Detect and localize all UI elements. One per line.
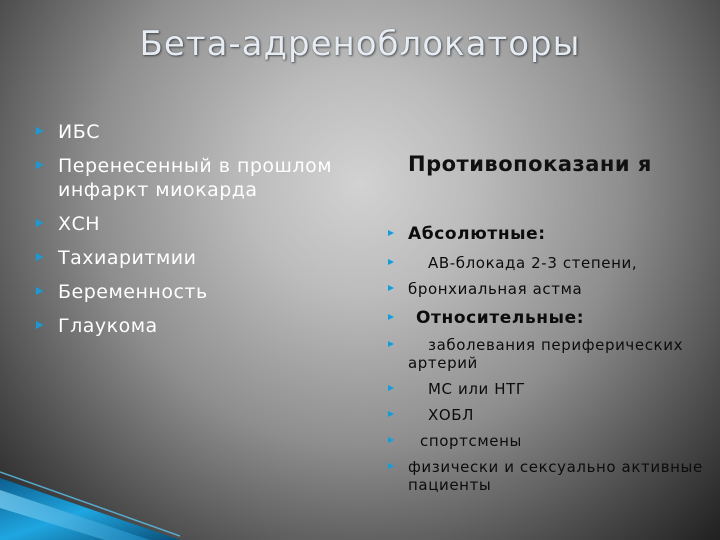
list-item-label: Глаукома	[58, 315, 158, 337]
list-item	[388, 458, 708, 494]
triangle-bullet-icon	[388, 230, 394, 236]
absolute-label: Абсолютные:	[408, 224, 546, 244]
list-item	[388, 306, 708, 330]
indications-list	[36, 120, 336, 348]
list-item	[388, 254, 708, 272]
contraindications-heading: Противопоказани я	[408, 152, 652, 176]
list-item-label: Тахиаритмии	[58, 247, 197, 269]
triangle-bullet-icon	[388, 314, 394, 320]
list-item	[388, 380, 708, 398]
list-item-label: заболевания периферических артерий	[408, 336, 684, 372]
triangle-bullet-icon	[36, 321, 43, 329]
list-item-label: ХСН	[58, 213, 101, 235]
list-item-label: ИБС	[58, 121, 101, 143]
triangle-bullet-icon	[36, 161, 43, 169]
triangle-bullet-icon	[36, 127, 43, 135]
list-item	[388, 432, 708, 450]
list-item-label: физически и сексуально активные пациенты	[408, 458, 703, 494]
list-item	[36, 314, 336, 338]
list-item	[388, 222, 708, 246]
list-item-label: Беременность	[58, 281, 208, 303]
list-item-label: АВ-блокада 2-3 степени,	[428, 254, 638, 272]
list-item	[388, 336, 708, 372]
list-item	[36, 280, 336, 304]
list-item-label: МС или НТГ	[428, 380, 526, 398]
triangle-bullet-icon	[388, 437, 394, 443]
list-item	[36, 154, 336, 202]
triangle-bullet-icon	[388, 285, 394, 291]
triangle-bullet-icon	[388, 259, 394, 265]
slide-title: Бета-адреноблокаторы	[139, 24, 581, 64]
list-item-label: бронхиальная астма	[408, 280, 583, 298]
list-item	[388, 406, 708, 424]
list-item	[36, 246, 336, 270]
triangle-bullet-icon	[36, 287, 43, 295]
list-item	[36, 120, 336, 144]
triangle-bullet-icon	[36, 219, 43, 227]
triangle-bullet-icon	[36, 253, 43, 261]
corner-decoration	[0, 450, 180, 540]
triangle-bullet-icon	[388, 341, 394, 347]
list-item	[36, 212, 336, 236]
list-item-label: ХОБЛ	[428, 406, 475, 424]
list-item-label: спортсмены	[420, 432, 522, 450]
triangle-bullet-icon	[388, 463, 394, 469]
list-item-label: Перенесенный в прошлом инфаркт миокарда	[58, 155, 333, 201]
triangle-bullet-icon	[388, 411, 394, 417]
contraindications-list	[388, 222, 708, 502]
relative-label: Относительные:	[416, 308, 585, 328]
list-item	[388, 280, 708, 298]
triangle-bullet-icon	[388, 385, 394, 391]
